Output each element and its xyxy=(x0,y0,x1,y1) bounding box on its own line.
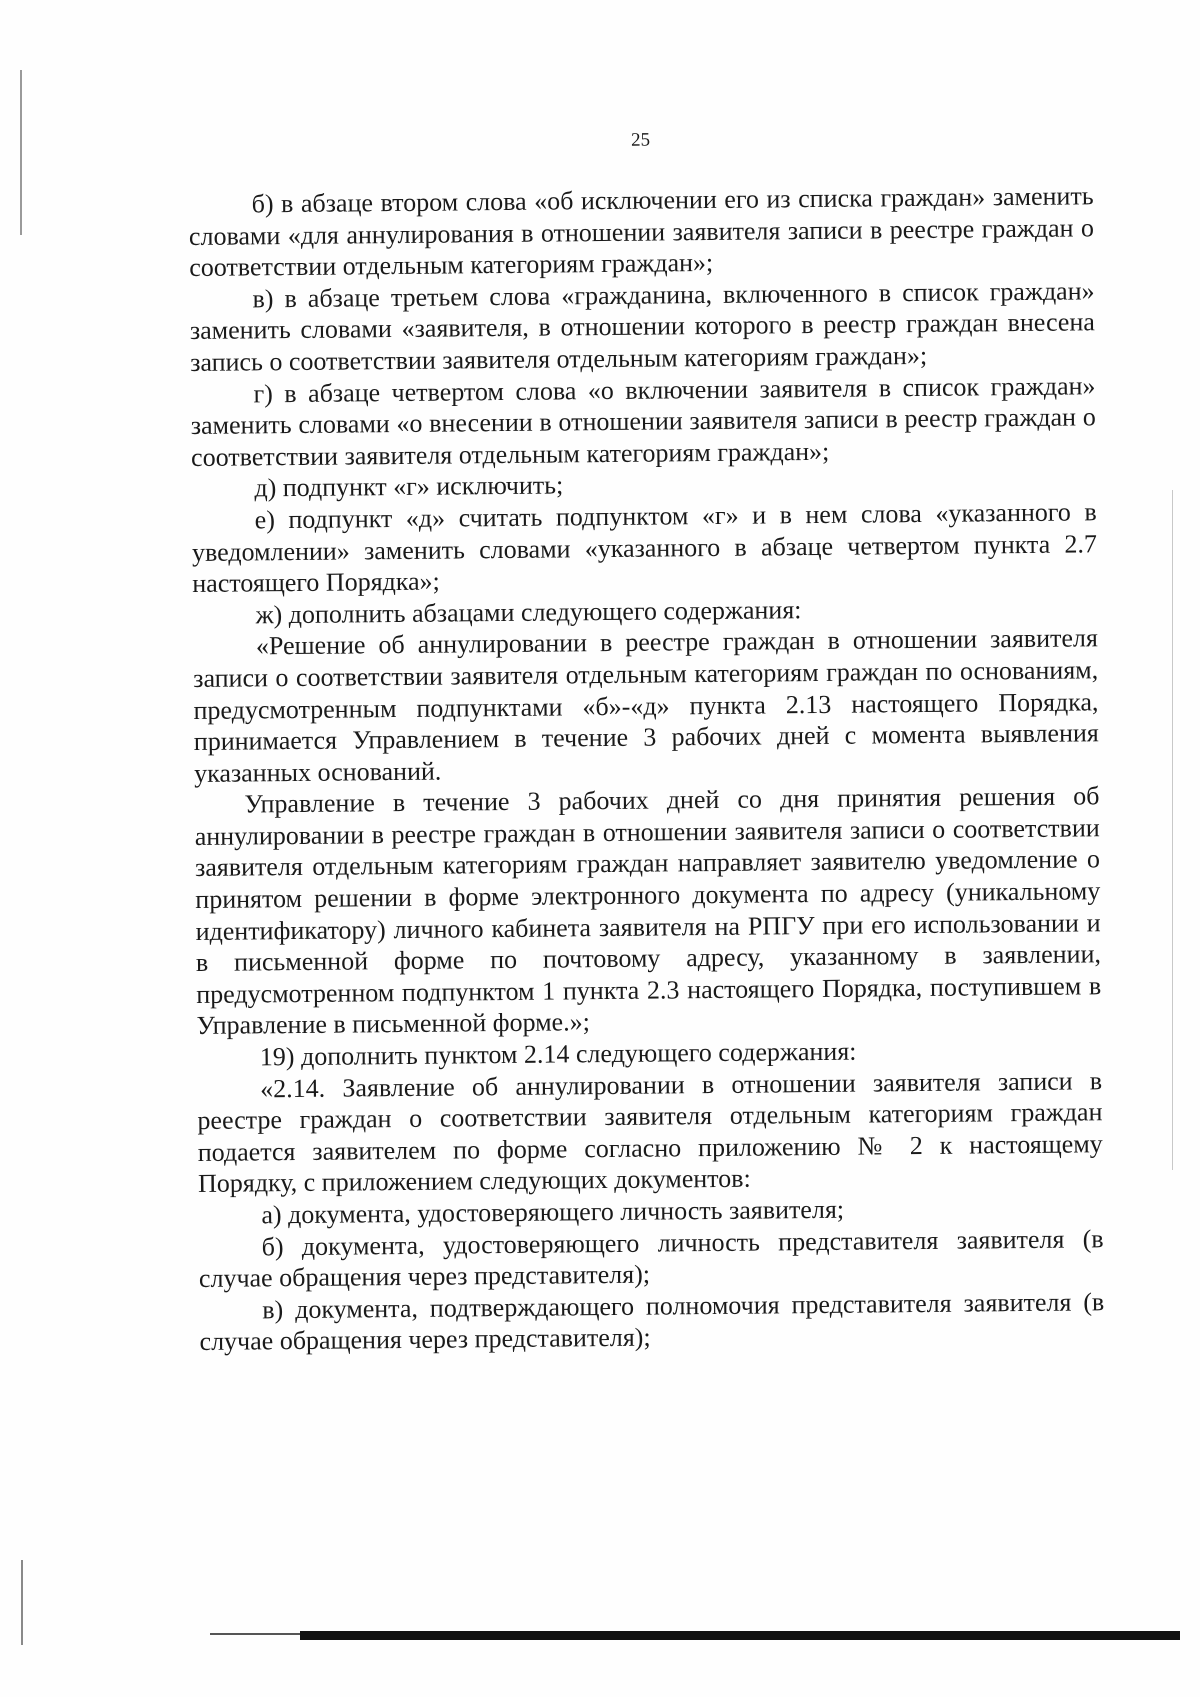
scan-artifact-left-bottom xyxy=(21,1560,23,1645)
paragraph-e: е) подпункт «д» считать подпунктом «г» и в нем слова «указанного в уведомлении» заменить словами «указанного в абзаце четвертом пункта 2.7 настоящего Порядка»; xyxy=(191,497,1098,599)
page-number: 25 xyxy=(630,129,651,151)
document-body xyxy=(188,126,1105,1358)
scan-artifact-right xyxy=(1172,490,1173,1170)
paragraph-item-b: б) документа, удостоверяющего личность представителя заявителя (в случае обращения через представителя); xyxy=(198,1223,1104,1294)
scan-artifact-bottom-thin xyxy=(210,1633,300,1635)
paragraph-decision: «Решение об аннулировании в реестре граждан в отношении заявителя записи о соответствии заявителя отдельным категориям граждан по основаниям, предусмотренным подпунктами «б»-«д» пункта 2.13 настоящего Порядка, принимается Управлением в течение 3 рабочих дней с момента выявления указанных оснований. xyxy=(193,623,1099,788)
paragraph-item-v: в) документа, подтверждающего полномочия представителя заявителя (в случае обращения через представителя); xyxy=(199,1287,1105,1357)
paragraph-management-notice: Управление в течение 3 рабочих дней со дня принятия решения об аннулировании в реестре граждан в отношении заявителя записи о соответствии заявителя отдельным категориям граждан направляет заявителю уведомление о принятом решении в форме электронного документа по адресу (уникальному идентификатору) личного кабинета заявителя на РПГУ при его использовании и в письменной форме по почтовому адресу, указанному в заявлении, предусмотренном подпунктом 1 пункта 2.3 настоящего Порядка, поступившем в Управление в письменной форме.»; xyxy=(194,781,1102,1041)
paragraph-19: 19) дополнить пунктом 2.14 следующего содержания: xyxy=(259,1036,857,1072)
paragraph-b: б) в абзаце втором слова «об исключении его из списка граждан» заменить словами «для аннулирования в отношении заявителя записи в реестре граждан о соответствии отдельным категориям граждан»; xyxy=(188,181,1095,283)
paragraph-g: г) в абзаце четвертом слова «о включении заявителя в список граждан» заменить словами «о внесении в отношении заявителя записи в реестр граждан о соответствии заявителя отдельным категориям граждан»; xyxy=(190,370,1096,472)
scan-artifact-bottom-bar xyxy=(300,1631,1180,1640)
scan-artifact-left xyxy=(20,70,22,235)
paragraph-2-14: «2.14. Заявление об аннулировании в отношении заявителя записи в реестре граждан о соответствии заявителя отдельным категориям граждан подается заявителем по форме согласно приложению № 2 к настоящему Порядку, с приложением следующих документов: xyxy=(197,1065,1103,1199)
paragraph-d: д) подпункт «г» исключить; xyxy=(254,470,564,503)
paragraph-item-a: а) документа, удостоверяющего личность заявителя; xyxy=(261,1194,845,1230)
paragraph-v: в) в абзаце третьем слова «гражданина, включенного в список граждан» заменить словами «заявителя, в отношении которого в реестр граждан внесена запись о соответствии заявителя отдельным категориям граждан»; xyxy=(189,276,1095,377)
paragraph-zh: ж) дополнить абзацами следующего содержания: xyxy=(255,594,802,630)
